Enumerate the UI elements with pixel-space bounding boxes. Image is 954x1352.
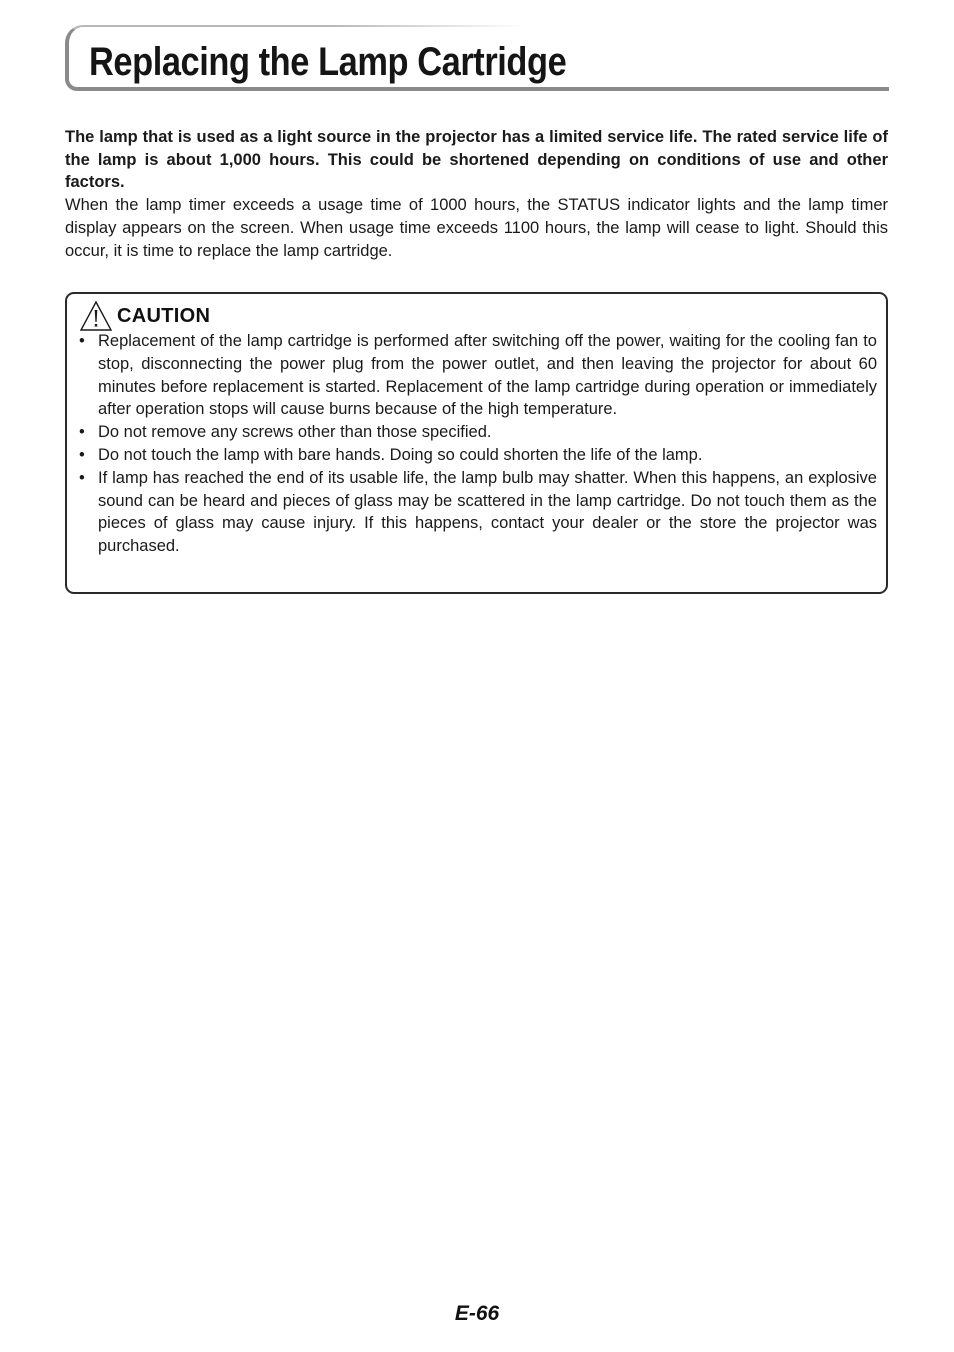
bullet-glyph: • — [79, 468, 85, 487]
intro-body-paragraph: When the lamp timer exceeds a usage time of 1000 hours, the STATUS indicator lights and the lamp timer display appears on the screen. When usage time exceeds 1100 hours, the lamp will cease to light. Should this occur, it is time to replace the lamp cartridge. — [65, 196, 888, 260]
caution-item-text: Do not remove any screws other than those specified. — [98, 423, 492, 442]
bullet-glyph: • — [79, 332, 85, 350]
bullet-glyph: • — [79, 445, 85, 464]
caution-item-text: Do not touch the lamp with bare hands. Doing so could shorten the life of the lamp. — [98, 445, 703, 464]
page-number: E-66 — [454, 1302, 500, 1325]
intro-bold-paragraph: The lamp that is used as a light source in the projector has a limited service life. The rated service life of the lamp is about 1,000 hours. This could be shortened depending on conditions of use and other factors. — [65, 128, 888, 192]
caution-item — [77, 444, 877, 467]
caution-header — [79, 300, 210, 332]
caution-item-text: Replacement of the lamp cartridge is performed after switching off the power, waiting for the cooling fan to stop, disconnecting the power plug from the power outlet, and then leaving the projector for about 60 minutes before replacement is started. Replacement of the lamp cartridge during operation or immediately after operation stops will cause burns because of the high temperature. — [98, 332, 877, 419]
caution-item — [77, 467, 877, 558]
page-title: Replacing the Lamp Cartridge — [89, 40, 567, 84]
warning-triangle-icon — [79, 300, 113, 332]
caution-box — [65, 292, 888, 594]
intro-section — [65, 126, 888, 262]
caution-label: CAUTION — [117, 304, 211, 327]
title-block — [65, 25, 889, 95]
bullet-glyph: • — [79, 423, 85, 442]
caution-item-text: If lamp has reached the end of its usable life, the lamp bulb may shatter. When this happens, an explosive sound can be heard and pieces of glass may be scattered in the lamp cartridge. Do not touch them as the pieces of glass may cause injury. If this happens, contact your dealer or the store the projector was purchased. — [98, 468, 877, 556]
caution-list — [77, 330, 877, 558]
caution-item — [77, 421, 877, 444]
caution-item — [77, 330, 877, 421]
